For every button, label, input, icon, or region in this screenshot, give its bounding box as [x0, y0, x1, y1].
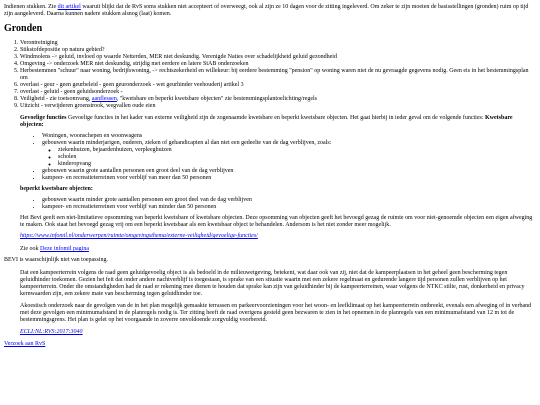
list-item: • gebouwen waarin minderjarigen, ouderen, zieken of gehandicapten al dan niet een gedeelte van de dag verblijven, zoals: ◦ ziekenhuizen, bejaardenhuizen, verpleeghuizen ◦ scholen ◦ kinderopvang [42, 140, 536, 168]
beperkt-label: beperkt kwetsbare objecten: [20, 186, 93, 192]
quote-block [20, 115, 536, 253]
infomil-page-link[interactable]: Deze infomil pagina [40, 246, 89, 252]
list-item: ◦ kinderopvang [58, 161, 536, 168]
list-item: • gebouwen waarin grote aantallen personen een groot deel van de dag verblijven [42, 168, 536, 175]
bevi-note: Het Bevi geeft een niet-limitatieve opsomming van beperkt kwetsbare of kwetsbare objecten. Deze opsomming van objecten geeft het bevoegd gezag de ruimte om voor niet-genoemde objecten een eigen afweging te maken. Ook staat het bevoegd gezag vrij om een beperkt kwetsbaar als een kwetsbaar object te behandelen. Andersom is het niet zonder meer mogelijk. [20, 215, 533, 228]
kwetsbare-list [20, 133, 536, 182]
list-item: 3. Windmolens -> geluid, invloed op waarde Netterden, MER niet deskundig. Verenigde Naties over schadelijkheid geluid gezondheid [20, 54, 536, 61]
reasons-list [4, 40, 536, 110]
sub-list [42, 147, 536, 168]
list-item: • kampeer- en recreatieterreinen voor verblijf van meer dan 50 personen [42, 175, 536, 182]
list-item: 2. Stikstofdepositie op natura gebied? [20, 47, 536, 54]
camping-paragraph: Dat een kampeerterrein volgens de raad geen geluidgevoelig object is als bedoeld in de milieuwetgeving, betekent, wat daar ook van zij, niet dat de kampeerplaatsen in het geheel geen bescherming tegen geluidhinder toekomen. Gezien het feit dat onder andere nachtverblijf is toegestaan, is sprake van een situatie waarin met een zekere regelmaat en gedurende langere tijd personen zullen verblijven op het kampeerterrein. Onder die omstandigheden had de raad er rekening mee dienen te houden dat sprake kan zijn van geluidhinder bij de kampeerterreinen, waar volgens de NTKC stilte, rust, donkerheid en privacy kernwaarden zijn, een zekere mate van bescherming tegen geluidhinder toe. [20, 270, 525, 297]
page-title: Gronden [4, 23, 43, 34]
list-item: • kampeer- en recreatieterreinen voor verblijf van minder dan 50 personen [42, 204, 536, 211]
functions-paragraph: Gevoelige functies Gevoelige functies in het kader van externe veiligheid zijn de zogenaamde kwetsbare en beperkt kwetsbare objecten. Het gaat hierbij in ieder geval om de volgende functies: Kwetsbare objecten: [20, 115, 513, 128]
list-item: 8. Veiligheid - zie toetsomvang, aanflessen, "kwetsbare en beperkt kwetsbare objecten" zie bestemmingsplantoelichting/regels [20, 96, 536, 103]
list-item: 5. Herbestemmen "schuur" naar woning, bedrijfswoning, -> rechtszekerheid en willekeur: bij eerdere bestemming "pension" op woning waren niet de nu gevraagde gegevens nodig. Geen eis in het bestemmingsplan om [20, 68, 536, 82]
list-item: ◦ ziekenhuizen, bejaardenhuizen, verpleeghuizen [58, 147, 536, 154]
list-item: • Woningen, woonschepen en woonwagens [42, 133, 536, 140]
ecli-link[interactable]: ECLI:NL:RVS:2017:3040 [20, 329, 83, 335]
list-item: 1. Verontreiniging [20, 40, 536, 47]
verzoek-link[interactable]: Verzoek aan RvS [4, 341, 46, 347]
list-item: 4. Omgeving -> onderzoek MER niet deskundig, strijdig met eerdere en latere StAB onderzoeken [20, 61, 536, 68]
list-item: 9. Uitzicht - verwijderen groenstrook, wegvallen oude eien [20, 103, 536, 110]
list-item: • gebouwen waarin minder grote aantallen personen een groot deel van de dag verblijven [42, 197, 536, 204]
quote-block [20, 270, 536, 336]
beperkt-list [20, 197, 536, 211]
article-link[interactable]: dit artikel [57, 4, 81, 10]
infomil-url-link[interactable]: https://www.infomil.nl/onderwerpen/ruimte/omgevingsthema/externe-veiligheid/gevoelige-functies/ [20, 233, 258, 239]
intro-paragraph: Indienen stukken. Zie dit artikel waaruit blijkt dat de RvS soms stukken niet accepteert of overweegt, ook al zijn ze 10 dagen voor de zitting ingeleverd. Om zeker te zijn moeten de basisstellingen (gronden) ruim op tijd zijn aangeleverd. Daarna kunnen nadere stukken alsnog (laat) komen. [4, 4, 529, 17]
list-item: 7. overlast - geluid - geen geluidsonderzoek - [20, 89, 536, 96]
list-item: ◦ scholen [58, 154, 536, 161]
bevi-statement: BEVI is waarschijnlijk niet van toepassing. [4, 257, 108, 263]
list-item: 6. overlast - geur - geen geurbeleid - geen geuronderzoek - wet geurhinder veehouderij artikel 3 [20, 82, 536, 89]
see-also: Zie ook Deze infomil pagina [20, 246, 89, 252]
camping-paragraph: Akoestisch onderzoek naar de gevolgen van de in het plan mogelijk gemaakte terrassen en parkeervoorzieningen voor het woon- en leefklimaat op het kampeerterrein ontbreekt, evenals een afweging of in verband met deze gevolgen een minimumafstand in de planregels nodig is. Ter zitting heeft de raad overigens gesteld geen bezwaren te zien in het opnemen in de planregels van een minimumafstand van 12 m tot de bestemmingsgrens. Het plan is gelet op het voorgaande in zoverre onvoldoende zorgvuldig voorbereid. [20, 303, 532, 323]
aanflessen-link[interactable]: aanflessen [91, 96, 117, 102]
